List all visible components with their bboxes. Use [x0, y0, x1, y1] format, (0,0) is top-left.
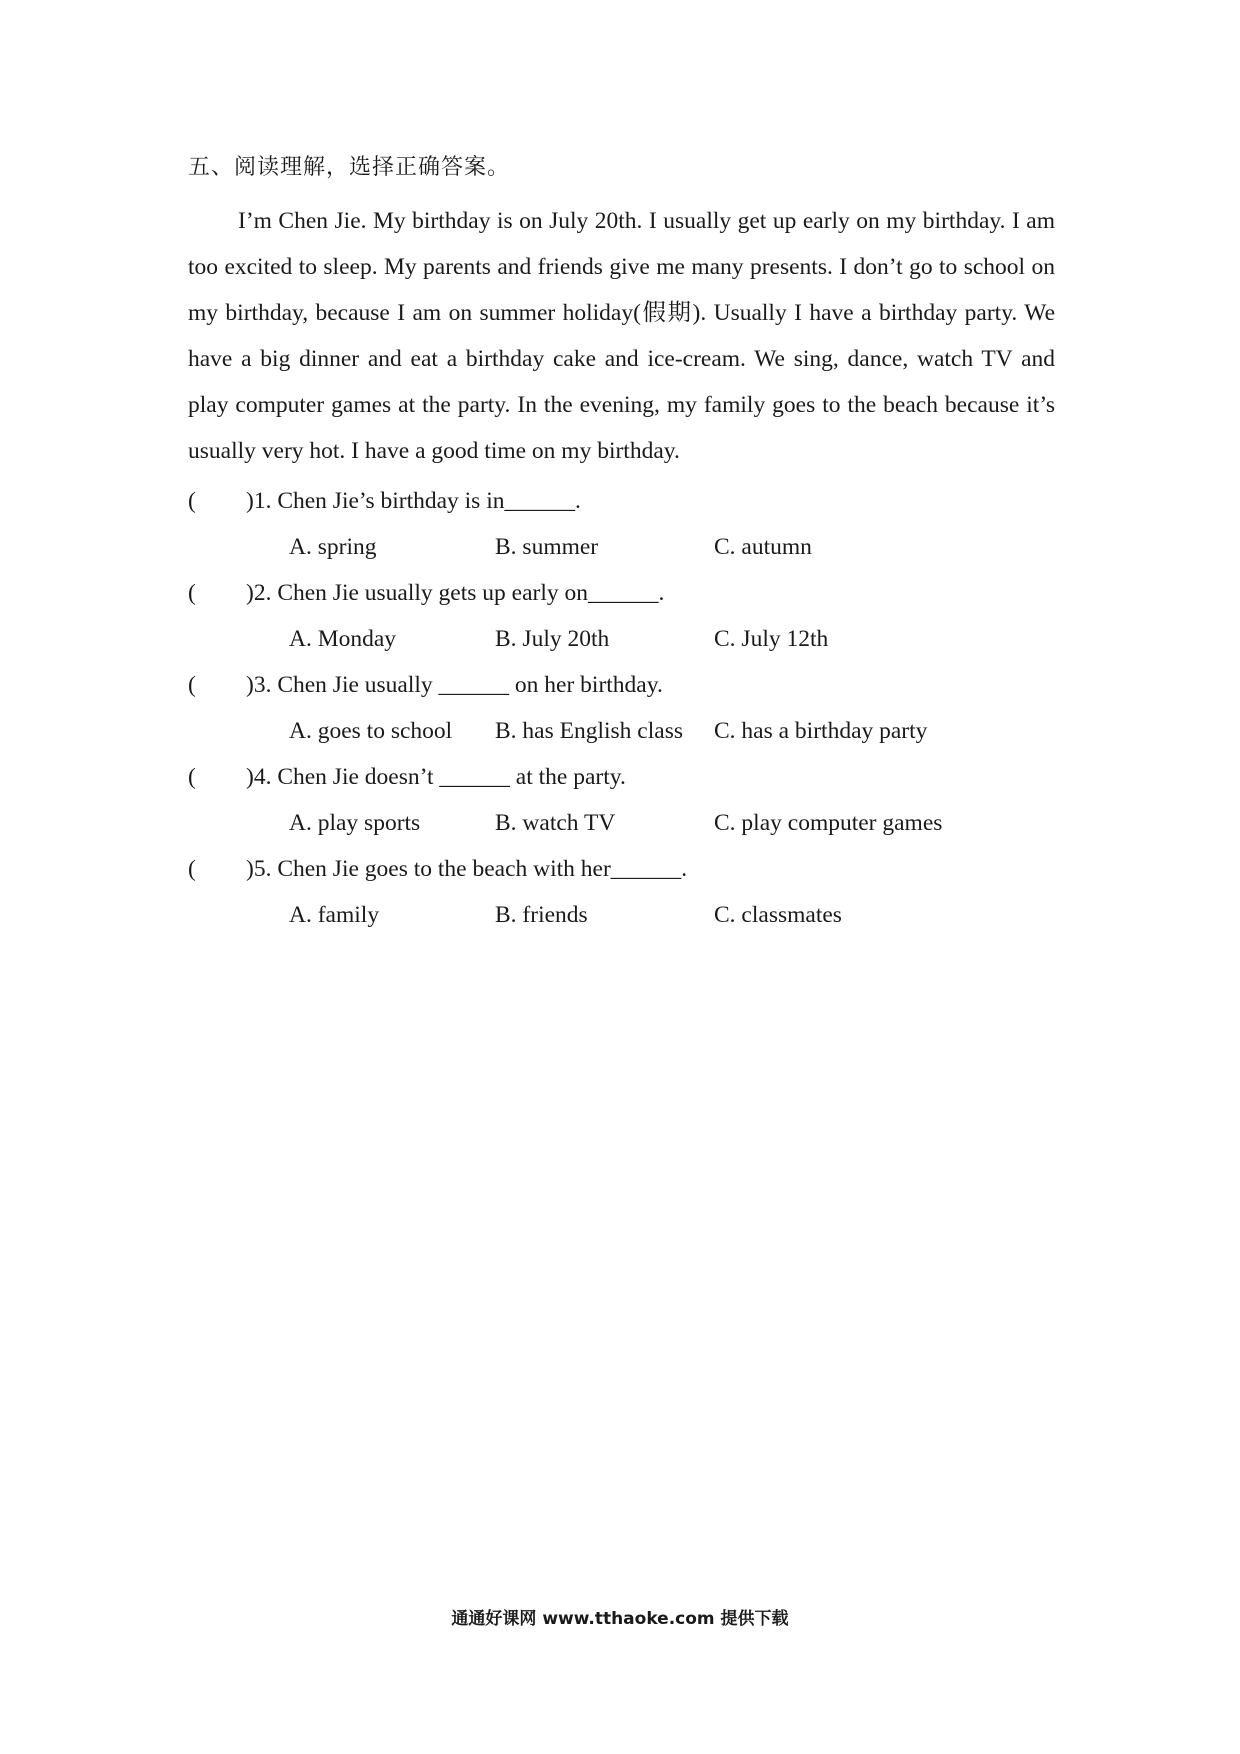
option-a: A. play sports — [289, 810, 421, 836]
question-text: )2. Chen Jie usually gets up early on______. — [246, 580, 665, 606]
option-c: C. autumn — [714, 534, 812, 560]
answer-blank-open-paren: ( — [188, 488, 196, 514]
question-4 — [188, 762, 626, 792]
question-3 — [188, 670, 663, 700]
option-a: A. goes to school — [289, 718, 453, 744]
option-b: B. friends — [495, 902, 588, 928]
reading-passage: I’m Chen Jie. My birthday is on July 20th. I usually get up early on my birthday. I am too excited to sleep. My parents and friends give me many presents. I don’t go to school on my birthday, because I am on summer holiday(假期). Usually I have a birthday party. We have a big dinner and eat a birthday cake and ice-cream. We sing, dance, watch TV and play computer games at the party. In the evening, my family goes to the beach because it’s usually very hot. I have a good time on my birthday. — [188, 208, 1055, 464]
answer-blank-open-paren: ( — [188, 580, 196, 606]
option-a: A. Monday — [289, 626, 397, 652]
question-text: )3. Chen Jie usually ______ on her birthday. — [246, 672, 663, 698]
option-b: B. has English class — [495, 718, 683, 744]
option-b: B. July 20th — [495, 626, 610, 652]
option-c: C. July 12th — [714, 626, 829, 652]
question-1 — [188, 486, 581, 516]
option-a: A. spring — [289, 534, 377, 560]
option-b: B. summer — [495, 534, 599, 560]
option-b: B. watch TV — [495, 810, 616, 836]
section-title: 五、阅读理解，选择正确答案。 — [188, 155, 511, 180]
question-text: )5. Chen Jie goes to the beach with her______. — [246, 856, 688, 882]
answer-blank-open-paren: ( — [188, 856, 196, 882]
option-c: C. play computer games — [714, 810, 943, 836]
question-2 — [188, 578, 664, 608]
question-text: )4. Chen Jie doesn’t ______ at the party. — [246, 764, 626, 790]
option-a: A. family — [289, 902, 380, 928]
question-5 — [188, 854, 687, 884]
option-c: C. has a birthday party — [714, 718, 928, 744]
footer-watermark: 通通好课网 www.tthaoke.com 提供下载 — [451, 1609, 789, 1629]
option-c: C. classmates — [714, 902, 842, 928]
answer-blank-open-paren: ( — [188, 672, 196, 698]
question-text: )1. Chen Jie’s birthday is in______. — [246, 488, 581, 514]
answer-blank-open-paren: ( — [188, 764, 196, 790]
